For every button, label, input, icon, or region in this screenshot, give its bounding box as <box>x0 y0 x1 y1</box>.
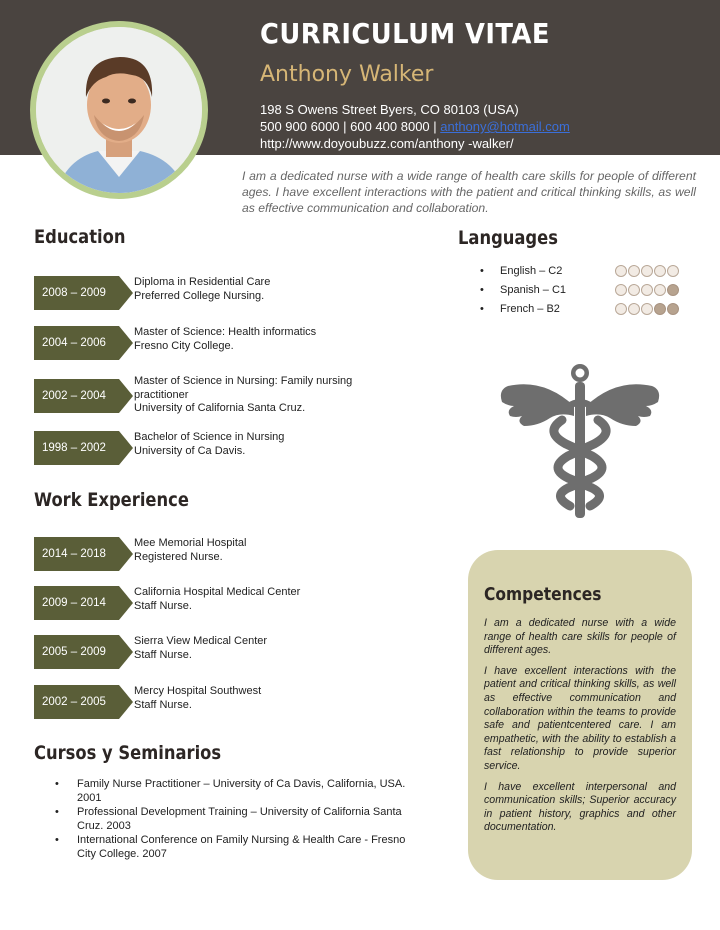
summary: I am a dedicated nurse with a wide range of health care skills for people of different ages. I have excellent interactions with the patient and critical thinking skills, as well as effective communication and collaboration. <box>242 169 696 215</box>
entry-text <box>134 635 434 662</box>
entry-title: California Hospital Medical Center <box>134 586 301 598</box>
entry-title: Mercy Hospital Southwest <box>134 685 262 697</box>
level-dot <box>641 265 653 277</box>
bullet: • <box>55 834 59 846</box>
languages-title: Languages <box>458 227 558 249</box>
work-entry <box>34 586 434 620</box>
level-dot <box>641 303 653 315</box>
candidate-name: Anthony Walker <box>260 62 434 87</box>
entry-title: Diploma in Residential Care <box>134 276 271 288</box>
entry-title: Master of Science in Nursing: Family nursing practitioner <box>134 375 353 401</box>
profile-photo-frame <box>30 21 208 199</box>
email-link[interactable]: anthony@hotmail.com <box>440 119 570 134</box>
contact-block <box>260 101 570 152</box>
level-dot <box>641 284 653 296</box>
courses-list <box>55 778 420 862</box>
level-dot <box>667 303 679 315</box>
phone-line <box>260 118 570 135</box>
education-entry <box>34 276 434 310</box>
education-title: Education <box>34 226 126 248</box>
entry-subtitle: Staff Nurse. <box>134 648 192 661</box>
address: 198 S Owens Street Byers, CO 80103 (USA) <box>260 102 519 117</box>
date-chip: 2008 – 2009 <box>34 276 119 310</box>
education-entry <box>34 431 434 465</box>
entry-text <box>134 586 434 613</box>
entry-subtitle: University of California Santa Cruz. <box>134 402 306 414</box>
list-item <box>55 834 420 861</box>
competence-paragraph: I am a dedicated nurse with a wide range of health care skills for people of different ages. <box>484 617 676 657</box>
language-item <box>480 281 690 300</box>
level-dot <box>615 284 627 296</box>
level-dot <box>667 284 679 296</box>
entry-subtitle: Staff Nurse. <box>134 698 192 711</box>
course-text: Family Nurse Practitioner – University of Ca Davis, California, USA. 2001 <box>77 778 406 804</box>
bullet: • <box>480 265 484 277</box>
competences-title: Competences <box>484 584 602 605</box>
level-dot <box>654 265 666 277</box>
competences-panel <box>468 550 692 880</box>
work-experience-title: Work Experience <box>34 489 189 511</box>
date-chip: 2004 – 2006 <box>34 326 119 360</box>
entry-title: Sierra View Medical Center <box>134 635 268 647</box>
level-dot <box>654 303 666 315</box>
entry-text <box>134 326 434 353</box>
level-dot <box>628 284 640 296</box>
date-chip: 2005 – 2009 <box>34 635 119 669</box>
entry-subtitle: Staff Nurse. <box>134 599 192 612</box>
entry-title: Master of Science: Health informatics <box>134 326 317 338</box>
entry-subtitle: University of Ca Davis. <box>134 444 246 457</box>
bullet: • <box>480 303 484 315</box>
entry-title: Mee Memorial Hospital <box>134 537 247 549</box>
level-dots <box>615 265 679 277</box>
entry-subtitle: Fresno City College. <box>134 339 234 352</box>
competence-paragraph: I have excellent interactions with the patient and critical thinking skills, as well as effective communication and collaboration within the teams to provide safe and patientcentered care. I am empathetic, with the ability to establish a fast relationship to provide superior service. <box>484 664 676 772</box>
level-dot <box>628 265 640 277</box>
phones: 500 900 6000 | 600 400 8000 | <box>260 119 441 134</box>
level-dots <box>615 284 679 296</box>
language-label: Spanish – C1 <box>500 284 567 296</box>
entry-title: Bachelor of Science in Nursing <box>134 431 285 443</box>
list-item <box>55 806 420 833</box>
bullet: • <box>55 806 59 818</box>
cv-title: CURRICULUM VITAE <box>260 17 550 50</box>
course-text: Professional Development Training – University of California Santa Cruz. 2003 <box>77 806 402 832</box>
entry-text <box>134 685 434 712</box>
date-chip: 2014 – 2018 <box>34 537 119 571</box>
level-dot <box>654 284 666 296</box>
competence-paragraph: I have excellent interpersonal and communication skills; Superior accuracy in patient history, graphics and other documentation. <box>484 780 676 834</box>
date-chip: 2002 – 2004 <box>34 379 119 413</box>
entry-text <box>134 276 434 303</box>
language-item <box>480 300 690 319</box>
entry-text <box>134 431 434 458</box>
work-entry <box>34 685 434 719</box>
language-label: English – C2 <box>500 265 563 277</box>
website-link[interactable]: http://www.doyoubuzz.com/anthony -walker/ <box>260 136 514 151</box>
language-label: French – B2 <box>500 303 560 315</box>
bullet: • <box>55 778 59 790</box>
entry-text <box>134 537 434 564</box>
education-entry <box>34 326 434 360</box>
level-dots <box>615 303 679 315</box>
course-text: International Conference on Family Nursing & Health Care - Fresno City College. 2007 <box>77 834 406 860</box>
bullet: • <box>480 284 484 296</box>
level-dot <box>628 303 640 315</box>
language-item <box>480 262 690 281</box>
level-dot <box>667 265 679 277</box>
profile-photo <box>36 27 202 193</box>
entry-subtitle: Preferred College Nursing. <box>134 289 265 302</box>
date-chip: 1998 – 2002 <box>34 431 119 465</box>
date-chip: 2002 – 2005 <box>34 685 119 719</box>
level-dot <box>615 303 627 315</box>
education-entry <box>34 375 434 414</box>
entry-text <box>134 375 374 416</box>
date-chip: 2009 – 2014 <box>34 586 119 620</box>
work-entry <box>34 635 434 669</box>
caduceus-icon <box>498 360 662 520</box>
work-entry <box>34 537 434 571</box>
list-item <box>55 778 420 805</box>
entry-subtitle: Registered Nurse. <box>134 550 223 563</box>
courses-title: Cursos y Seminarios <box>34 742 222 764</box>
level-dot <box>615 265 627 277</box>
languages-list <box>480 262 690 319</box>
